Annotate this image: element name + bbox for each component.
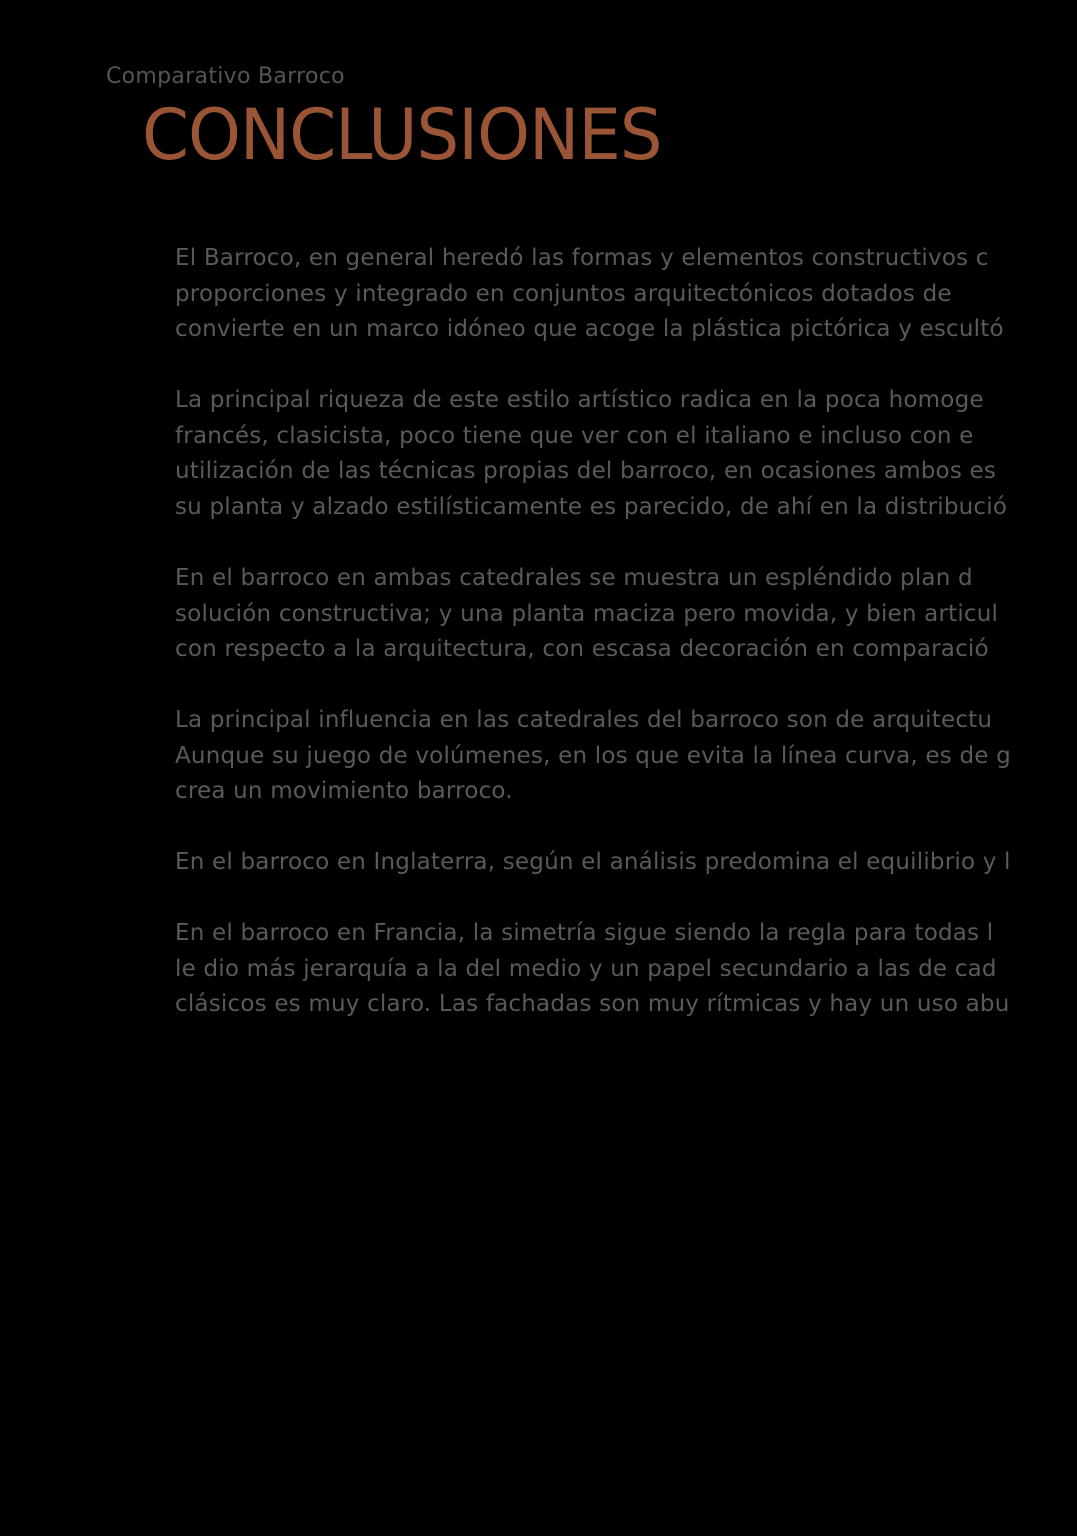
page-title: CONCLUSIONES <box>142 94 662 176</box>
text-line: La principal riqueza de este estilo artístico radica en la poca homoge <box>175 387 984 413</box>
paragraph-6 <box>175 916 1077 1023</box>
text-line: En el barroco en Francia, la simetría sigue siendo la regla para todas l <box>175 920 994 946</box>
text-line: El Barroco, en general heredó las formas y elementos constructivos c <box>175 245 989 271</box>
paragraph-1 <box>175 241 1077 348</box>
text-line: En el barroco en Inglaterra, según el análisis predomina el equilibrio y l <box>175 849 1011 875</box>
text-line: En el barroco en ambas catedrales se muestra un espléndido plan d <box>175 565 973 591</box>
paragraph-5 <box>175 845 1077 881</box>
text-line: clásicos es muy claro. Las fachadas son muy rítmicas y hay un uso abu <box>175 991 1010 1017</box>
text-line: utilización de las técnicas propias del barroco, en ocasiones ambos es <box>175 458 997 484</box>
paragraph-2 <box>175 383 1077 525</box>
text-line: francés, clasicista, poco tiene que ver con el italiano e incluso con e <box>175 422 974 449</box>
text-line: crea un movimiento barroco. <box>175 778 513 804</box>
text-line: La principal influencia en las catedrales del barroco son de arquitectu <box>175 707 993 733</box>
section-kicker: Comparativo Barroco <box>106 64 345 89</box>
text-line: le dio más jerarquía a la del medio y un papel secundario a las de cad <box>175 955 997 982</box>
text-line: convierte en un marco idóneo que acoge la plástica pictórica y escultó <box>175 316 1004 342</box>
text-line: solución constructiva; y una planta maciza pero movida, y bien articul <box>175 600 999 627</box>
text-line: su planta y alzado estilísticamente es parecido, de ahí en la distribució <box>175 493 1008 520</box>
text-line: Aunque su juego de volúmenes, en los que evita la línea curva, es de g <box>175 742 1011 769</box>
text-line: con respecto a la arquitectura, con escasa decoración en comparació <box>175 636 989 662</box>
text-line: proporciones y integrado en conjuntos arquitectónicos dotados de <box>175 280 952 307</box>
paragraph-3 <box>175 561 1077 668</box>
paragraph-4 <box>175 703 1077 810</box>
